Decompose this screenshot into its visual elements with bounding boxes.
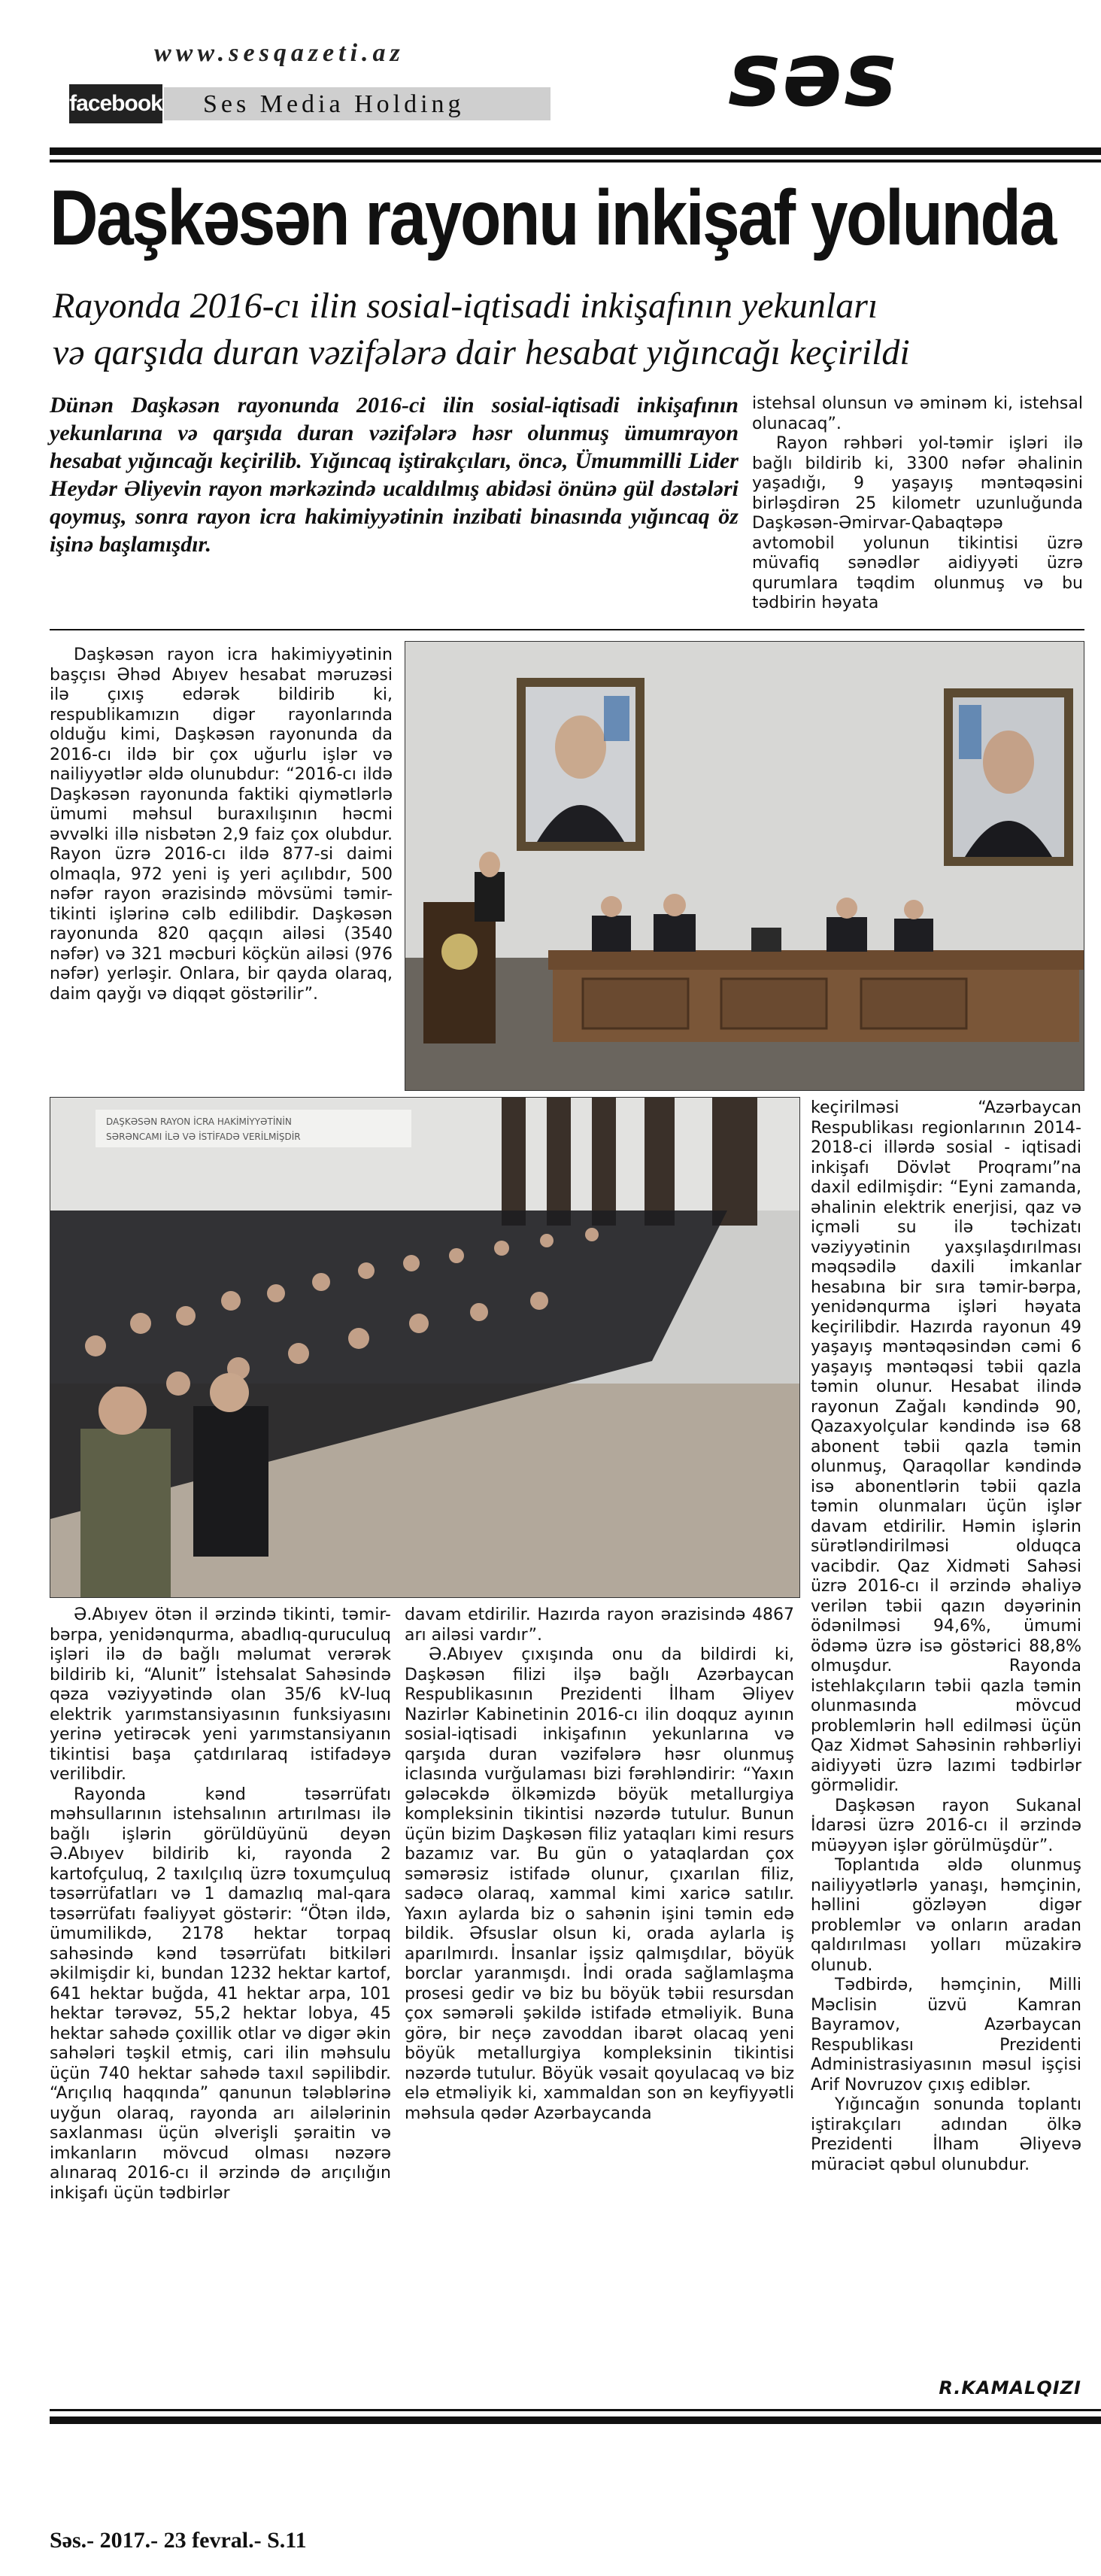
banner-line-2: SƏRƏNCAMI İLƏ VƏ İSTİFADƏ VERİLMİŞDİR [106,1132,301,1142]
audience-illustration [50,1098,799,1597]
photo-audience [50,1097,800,1598]
bottom-middle-column [405,1605,794,2124]
masthead-rule [50,147,1101,155]
bottom-rule-thin [50,2409,1101,2411]
right-top-column [752,394,1083,614]
newspaper-logo: səs [728,23,899,126]
author-signature: R.KAMALQIZI [939,2377,1081,2398]
banner-line-1: DAŞKƏSƏN RAYON İCRA HAKİMİYYƏTİNİN [106,1116,292,1127]
source-citation: Səs.- 2017.- 23 fevral.- S.11 [50,2528,307,2553]
masthead-rule-thin [50,159,1101,163]
lead-rule [50,629,1084,630]
site-url[interactable]: www.sesqazeti.az [154,39,405,67]
lead-paragraph: Dünən Daşkəsən rayonunda 2016-ci ilin sosial-iqtisadi inkişafının yekunlarına və qarşıda duran vəzifələrə həsr olunmuş ümumrayon hesabat yığıncağı keçirilib. Yığıncaq iştirakçıları, öncə, Ümummilli Lider Heydər Əliyevin rayon mərkəzində ucaldılmış abidəsi önünə gül dəstələri qoymuş, sonra rayon icra hakimiyyətinin inzibati binasında yığıncaq öz işinə başlamışdır. [50,393,739,557]
paragraph: davam etdirilir. Hazırda rayon ərazisində 4867 arı ailəsi vardır”. [405,1605,794,1645]
presidium-illustration [405,642,1084,1090]
bottom-left-column [50,1605,391,2204]
paragraph: istehsal olunsun və əminəm ki, istehsal olunacaq”. [752,394,1083,433]
headline: Daşkəsən rayonu inkişaf yolunda [50,175,1055,262]
right-middle-column [811,1098,1081,2175]
paragraph: Ə.Abıyev çıxışında onu da bildirdi ki, Daşkəsən filizi ilşə bağlı Azərbaycan Respublikasının Prezidenti İlham Əliyev Nazirlər Kabinetinin 2016-cı ilin doqquz ayının sosial-iqtisadi inkişafının yekunlarına və qarşıda duran vəzifələrə həsr olunmuş iclasında vurğulaması bizi fərəhləndirir: “Yaxın gələcəkdə ölkəmizdə böyük metallurgiya kompleksinin tikintisi nəzərdə tutulur. Bunun üçün bizim Daşkəsən filiz yataqları kimi resurs bazamız var. Bu gün o yataqlardan çox səmərəsiz istifadə olunur, çıxarılan filiz, sadəcə olaraq, xammal kimi xaricə satılır. Yaxın aylarda biz o sahənin işini təmin edə bildik. Əfsuslar olsun ki, orada aylarla iş aparılmırdı. İnsanlar işsiz qalmışdılar, böyük borclar yaranmışdı. İndi orada sağlamlaşma prosesi gedir və biz bu böyük təbii resursdan çox səmərəli şəkildə istifadə etməliyik. Buna görə, bir neçə zavoddan ibarət olacaq yeni böyük metallurgiya kompleksinin tikintisi nəzərdə tutulur. Böyük vəsait qoyulacaq və biz elə etməliyik ki, xammaldan son ən keyfiyyətli məhsula qədər Azərbaycanda [405,1645,794,2123]
paragraph: Daşkəsən rayon Sukanal İdarəsi üzrə 2016-cı il ərzində müəyyən işlər görülmüşdür”. [811,1796,1081,1855]
holding-name: Ses Media Holding [203,90,465,118]
photo-presidium [405,641,1084,1091]
paragraph: Daşkəsən rayon icra hakimiyyətinin başçısı Əhəd Abıyev hesabat məruzəsi ilə çıxış edərək bildirib ki, respublikamızın digər rayonlarında olduğu kimi, Daşkəsən rayonunda da 2016-cı ildə bir çox uğurlu işlər və nailiyyətlər əldə olunubdur: “2016-cı ildə Daşkəsən rayonunda faktiki qiymətlərlə ümumi məhsul buraxılışının həcmi əvvəlki illə nisbətən 2,9 faiz çox olubdur. Rayon üzrə 2016-cı ildə 877-si daimi olmaqla, 972 yeni iş yeri açılıbdır, 500 nəfər rayon ərazisində mövsümi təmir-tikinti işlərinə cəlb edilibdir. Daşkəsən rayonunda 820 qaçqın ailəsi (3540 nəfər) və 321 məcburi köçkün ailəsi (976 nəfər) yerləşir. Onlara, bir qayda olaraq, daim qayğı və diqqət göstərilir”. [50,646,393,1004]
paragraph: Ə.Abıyev ötən il ərzində tikinti, təmir-bərpa, yenidənqurma, abadlıq-quruculuq işləri ilə də bağlı məlumat verərək bildirib ki, “Alunit” İstehsalat Sahəsində qəza vəziyyətində olan 35/6 kV-luq elektrik yarımstansiyasının funksiyasını yerinə yetirəcək yeni yarımstansiyanın tikintisi başa çatdırılaraq istifadəyə verilibdir. [50,1605,391,1784]
facebook-badge[interactable]: facebook [69,84,162,123]
subheading-line-1: Rayonda 2016-cı ilin sosial-iqtisadi inkişafının yekunları [53,286,878,326]
paragraph: Toplantıda əldə olunmuş nailiyyətlərlə yanaşı, həmçinin, həllini gözləyən digər problemlər və onların aradan qaldırılması yolları müzakirə olunub. [811,1856,1081,1975]
paragraph: Rayonda kənd təsərrüfatı məhsullarının istehsalının artırılması ilə bağlı işlərin görüldüyünü deyən Ə.Abıyev bildirib ki, rayonda 2 kartofçuluq, 2 taxılçılıq üzrə toxumçuluq təsərrüfatları və 1 damazlıq mal-qara təsərrüfatı fəaliyyət göstərir: “Ötən ildə, ümumilikdə, 2178 hektar torpaq sahəsində kənd təsərrüfatı bitkiləri əkilmişdir ki, bundan 1232 hektar kartof, 641 hektar buğda, 41 hektar arpa, 101 hektar tərəvəz, 55,2 hektar lobya, 45 hektar sahədə çoxillik otlar və digər əkin sahələri təşkil etmiş, cari ilin məhsulu üçün 740 hektar sahədə taxıl səpilibdir. “Arıçılıq haqqında” qanunun tələblərinə uyğun olaraq, rayonda arı ailələrinin saxlanması üçün əlverişli şəraitin və imkanların mövcud olması nəzərə alınaraq 2016-cı il ərzində də arıçılığın inkişafı üçün tədbirlər [50,1785,391,2203]
subheading-line-2: və qarşıda duran vəzifələrə dair hesabat yığıncağı keçirildi [53,333,910,372]
paragraph: keçirilməsi “Azərbaycan Respublikası regionlarının 2014-2018-ci illərdə sosial - iqtisadi inkişafı Dövlət Proqramı”na daxil edilmişdir: “Eyni zamanda, əhalinin elektrik enerjisi, qaz və içməli su ilə təchizatı vəziyyətinin yaxşılaşdırılması məqsədilə daxili imkanlar hesabına bir sıra təmir-bərpa, yenidənqurma işləri həyata keçirilibdir. Hazırda rayonun 49 yaşayış məntəqəsindən cəmi 6 yaşayış məntəqəsi təbii qazla təmin olunur. Hesabat ilində rayonun Zağalı kəndində 90, Qazaxyolçular kəndində isə 68 abonent təbii qazla təmin olunmuş, Qaraqollar kəndində isə abonentlərin təbii qazla təmin olunmaları üçün işlər davam etdirilir. Həmin işlərin sürətləndirilməsi olduqca vacibdir. Qaz Xidməti Sahəsi üzrə 2016-cı il ərzində əhaliyə verilən təbii qazın dəyərinin ödənilməsi 94,6%, ümumi ödəmə üzrə isə göstərici 88,8% olmuşdur. Rayonda istehlakçıların təbii qazla təmin olunmasında mövcud problemlərin həll edilməsi üçün Qaz Xidmət Sahəsinin rəhbərliyi aidiyyəti üzrə lazımi tədbirlər görməlidir. [811,1098,1081,1795]
left-column [50,646,393,1004]
paragraph: Tədbirdə, həmçinin, Milli Məclisin üzvü Kamran Bayramov, Azərbaycan Respublikası Prezidenti Administrasiyasının məsul işçisi Arif Novruzov çıxış ediblər. [811,1976,1081,2095]
bottom-rule [50,2417,1101,2424]
paragraph: Yığıncağın sonunda toplantı iştirakçıları adından ölkə Prezidenti İlham Əliyevə müraciət qəbul olunubdur. [811,2095,1081,2174]
paragraph: Rayon rəhbəri yol-təmir işləri ilə bağlı bildirib ki, 3300 nəfər əhalinin yaşadığı, 9 yaşayış məntəqəsini birləşdirən 25 kilometr uzunluğunda Daşkəsən-Əmirvar-Qabaqtəpə avtomobil yolunun tikintisi üzrə müvafiq sənədlər aidiyyəti üzrə qurumlara təqdim olunmuş və bu tədbirin həyata [752,434,1083,612]
